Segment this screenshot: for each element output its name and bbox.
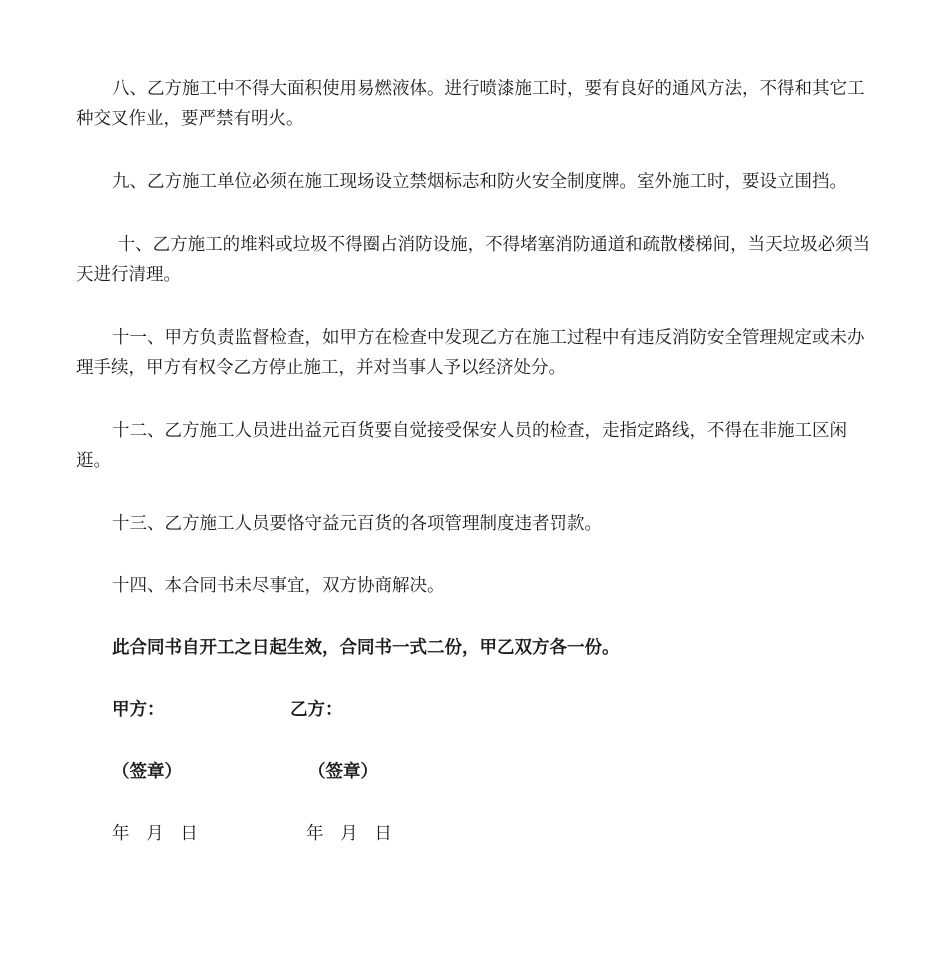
party-a-date: 年 月 日 <box>112 824 198 844</box>
party-b-label: 乙方： <box>290 700 343 720</box>
clause-14: 十四、本合同书未尽事宜，双方协商解决。 <box>112 576 445 596</box>
date-row <box>76 819 874 849</box>
clause-9: 九、乙方施工单位必须在施工现场设立禁烟标志和防火安全制度牌。室外施工时，要设立围挡。 <box>112 172 847 192</box>
clause-8: 八、乙方施工中不得大面积使用易燃液体。进行喷漆施工时，要有良好的通风方法，不得和其它工种交叉作业，要严禁有明火。 <box>76 79 865 129</box>
party-labels-row <box>76 695 874 725</box>
clause-12: 十二、乙方施工人员进出益元百货要自觉接受保安人员的检查，走指定路线，不得在非施工区闲逛。 <box>76 421 847 471</box>
clause-10: 十、乙方施工的堆料或垃圾不得圈占消防设施，不得堵塞消防通道和疏散楼梯间，当天垃圾必须当天进行清理。 <box>76 235 871 285</box>
party-b-date: 年 月 日 <box>306 824 392 844</box>
effective-statement: 此合同书自开工之日起生效，合同书一式二份，甲乙双方各一份。 <box>112 638 620 658</box>
party-b-seal: （签章） <box>308 762 378 782</box>
seal-row <box>76 757 874 787</box>
contract-page <box>76 74 874 849</box>
party-a-label: 甲方： <box>112 700 165 720</box>
party-a-seal: （签章） <box>112 762 182 782</box>
clause-11: 十一、甲方负责监督检查，如甲方在检查中发现乙方在施工过程中有违反消防安全管理规定或未办理手续，甲方有权令乙方停止施工，并对当事人予以经济处分。 <box>76 328 865 378</box>
clause-13: 十三、乙方施工人员要恪守益元百货的各项管理制度违者罚款。 <box>112 514 602 534</box>
